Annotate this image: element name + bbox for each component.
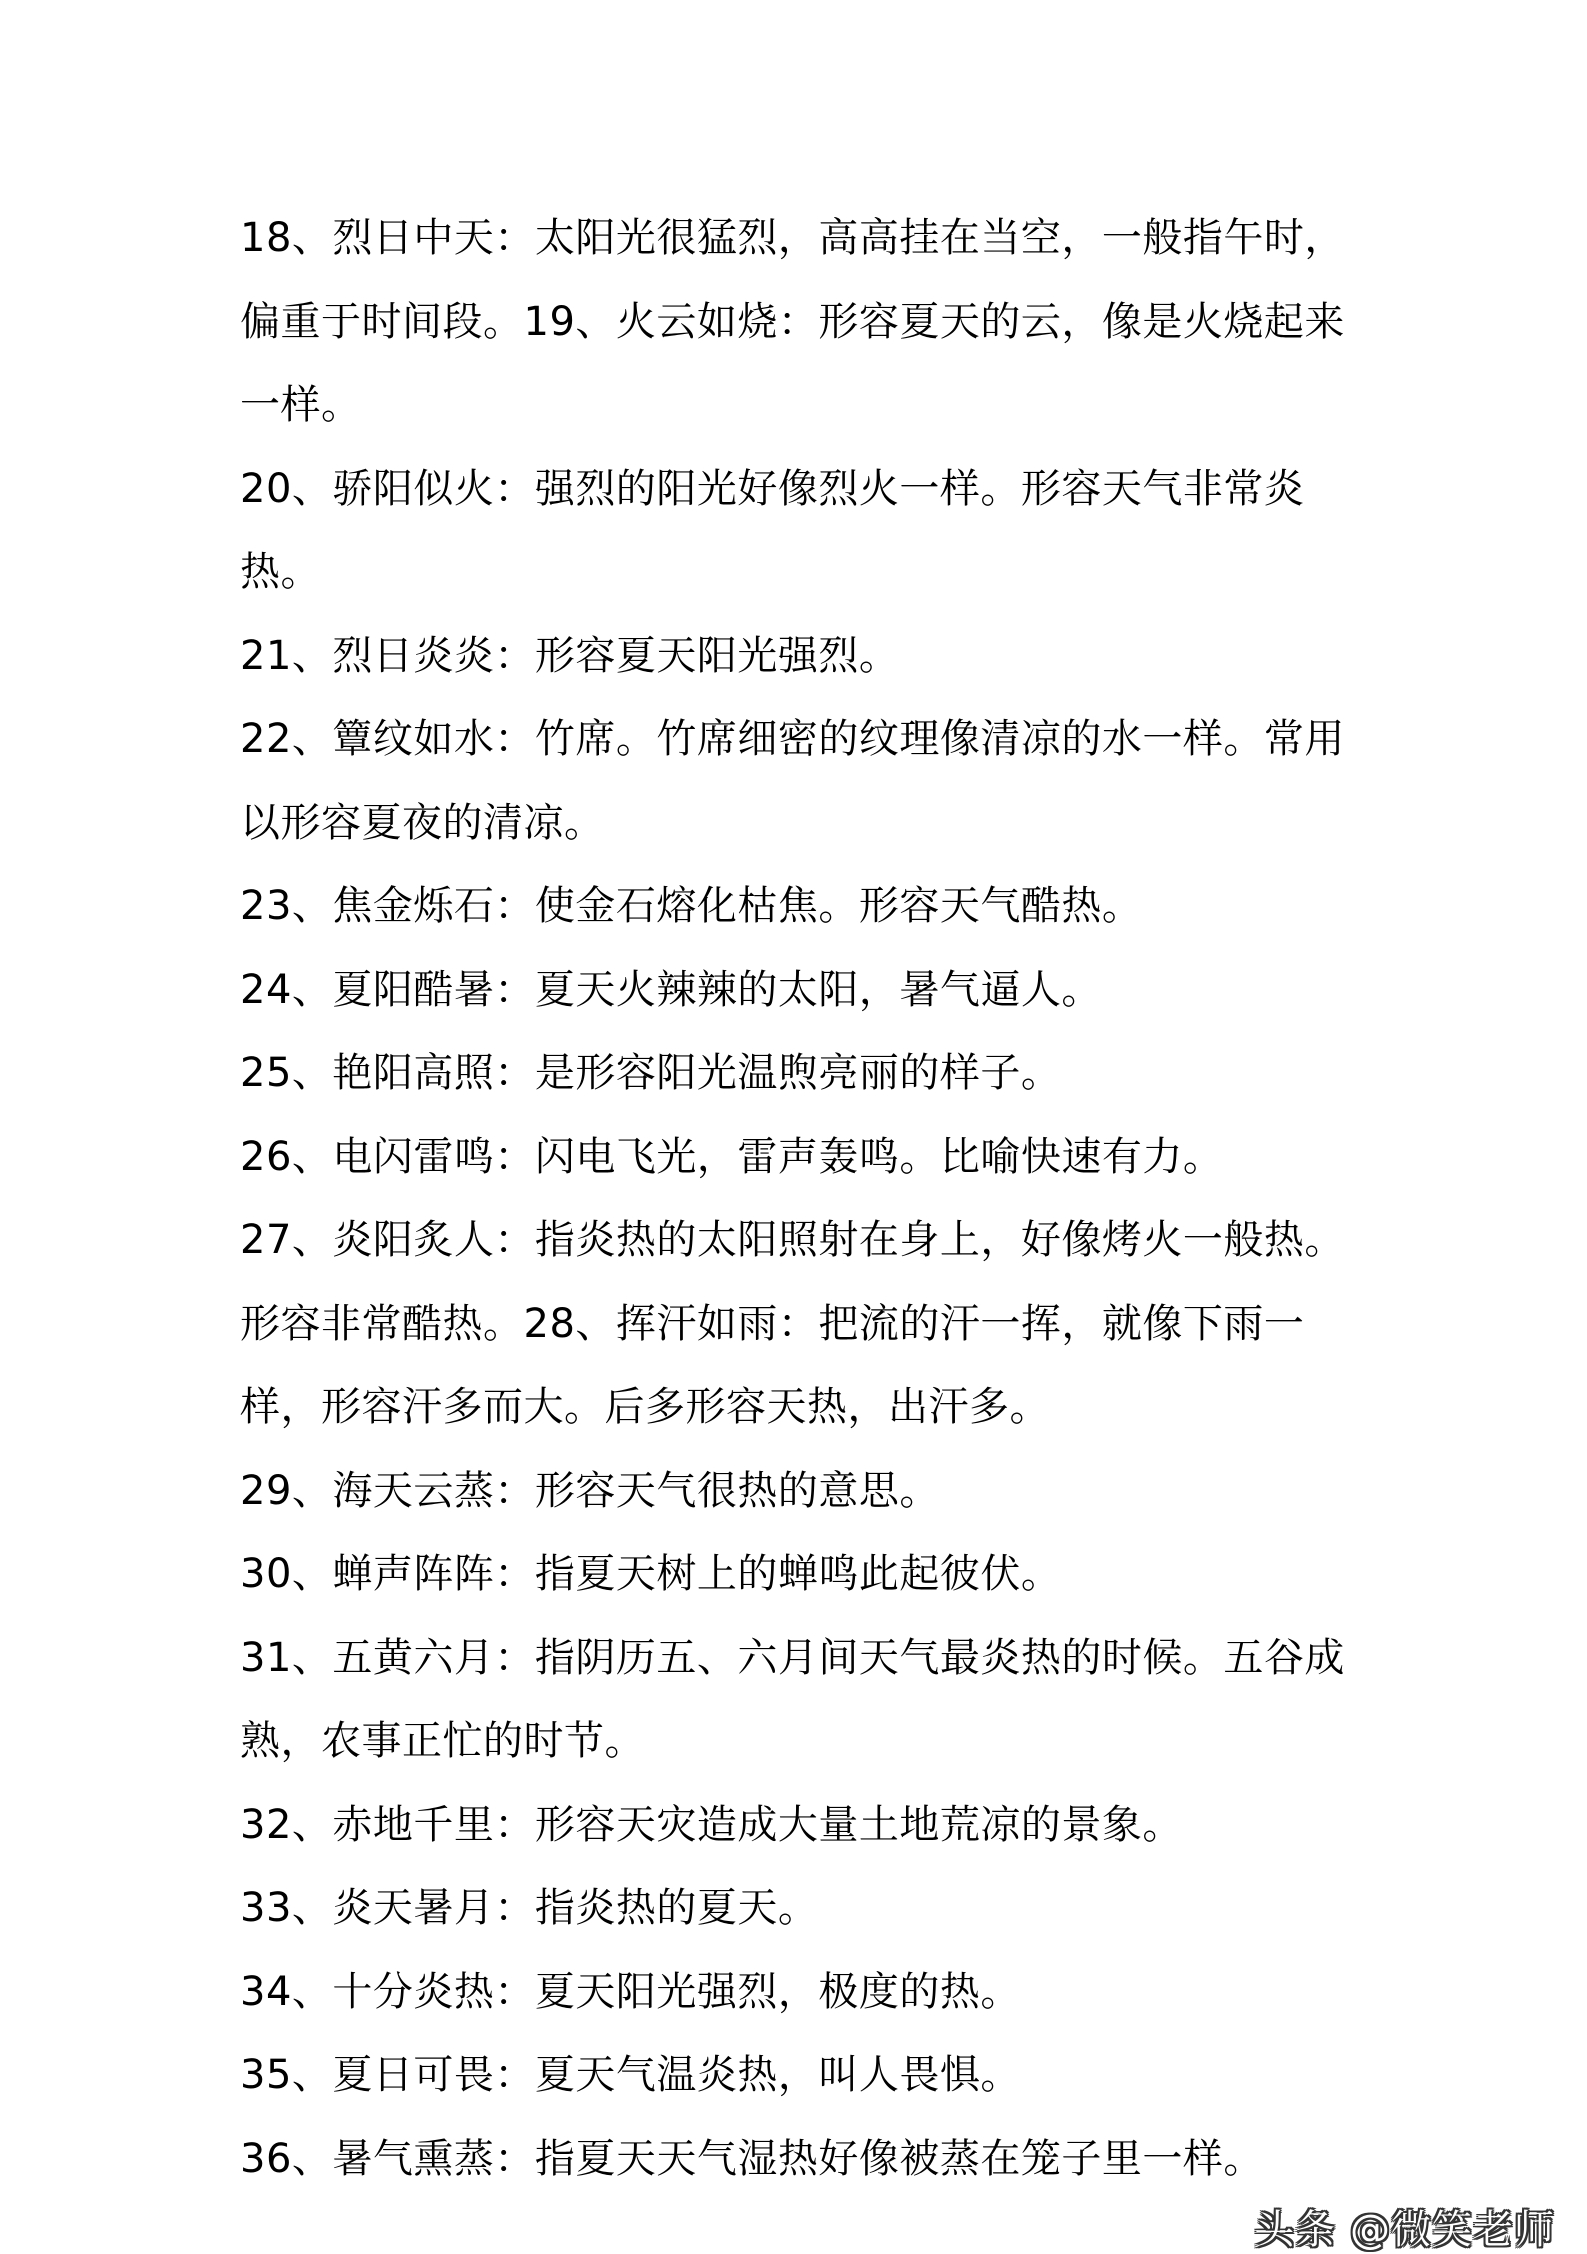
paragraph-26: 26、电闪雷鸣：闪电飞光，雷声轰鸣。比喻快速有力。 (240, 1133, 1224, 1180)
watermark-text: 头条 @微笑老师 (1254, 2207, 1555, 2253)
paragraph-23: 23、焦金烁石：使金石熔化枯焦。形容天气酷热。 (240, 883, 1143, 929)
paragraph-34: 34、十分炎热：夏天阳光强烈，极度的热。 (240, 1968, 1021, 2015)
paragraph-24: 24、夏阳酷暑：夏天火辣辣的太阳，暑气逼人。 (240, 966, 1102, 1013)
paragraph-33: 33、炎天暑月：指炎热的夏天。 (240, 1885, 819, 1931)
paragraph-35: 35、夏日可畏：夏天气温炎热，叫人畏惧。 (240, 2052, 1021, 2098)
paragraph-18-19: 18、烈日中天：太阳光很猛烈，高高挂在当空，一般指午时，偏重于时间段。19、火云如烧：形容夏天的云，像是火烧起来一样。 (240, 215, 1345, 428)
paragraph-36: 36、暑气熏蒸：指夏天天气湿热好像被蒸在笼子里一样。 (240, 2135, 1264, 2182)
paragraph-32: 32、赤地千里：形容天灾造成大量土地荒凉的景象。 (240, 1801, 1183, 1848)
paragraph-27-28: 27、炎阳炙人：指炎热的太阳照射在身上，好像烤火一般热。形容非常酷热。28、挥汗如雨：把流的汗一挥，就像下雨一样，形容汗多而大。后多形容天热，出汗多。 (240, 1217, 1345, 1430)
paragraph-22: 22、簟纹如水：竹席。竹席细密的纹理像清凉的水一样。常用以形容夏夜的清凉。 (240, 716, 1345, 846)
paragraph-20: 20、骄阳似火：强烈的阳光好像烈火一样。形容天气非常炎热。 (240, 465, 1305, 595)
document-body (240, 197, 1360, 2201)
paragraph-31: 31、五黄六月：指阴历五、六月间天气最炎热的时候。五谷成熟，农事正忙的时节。 (240, 1634, 1345, 1764)
paragraph-29: 29、海天云蒸：形容天气很热的意思。 (240, 1467, 940, 1514)
paragraph-25: 25、艳阳高照：是形容阳光温煦亮丽的样子。 (240, 1050, 1062, 1096)
paragraph-21: 21、烈日炎炎：形容夏天阳光强烈。 (240, 632, 900, 679)
paragraph-30: 30、蝉声阵阵：指夏天树上的蝉鸣此起彼伏。 (240, 1551, 1062, 1597)
